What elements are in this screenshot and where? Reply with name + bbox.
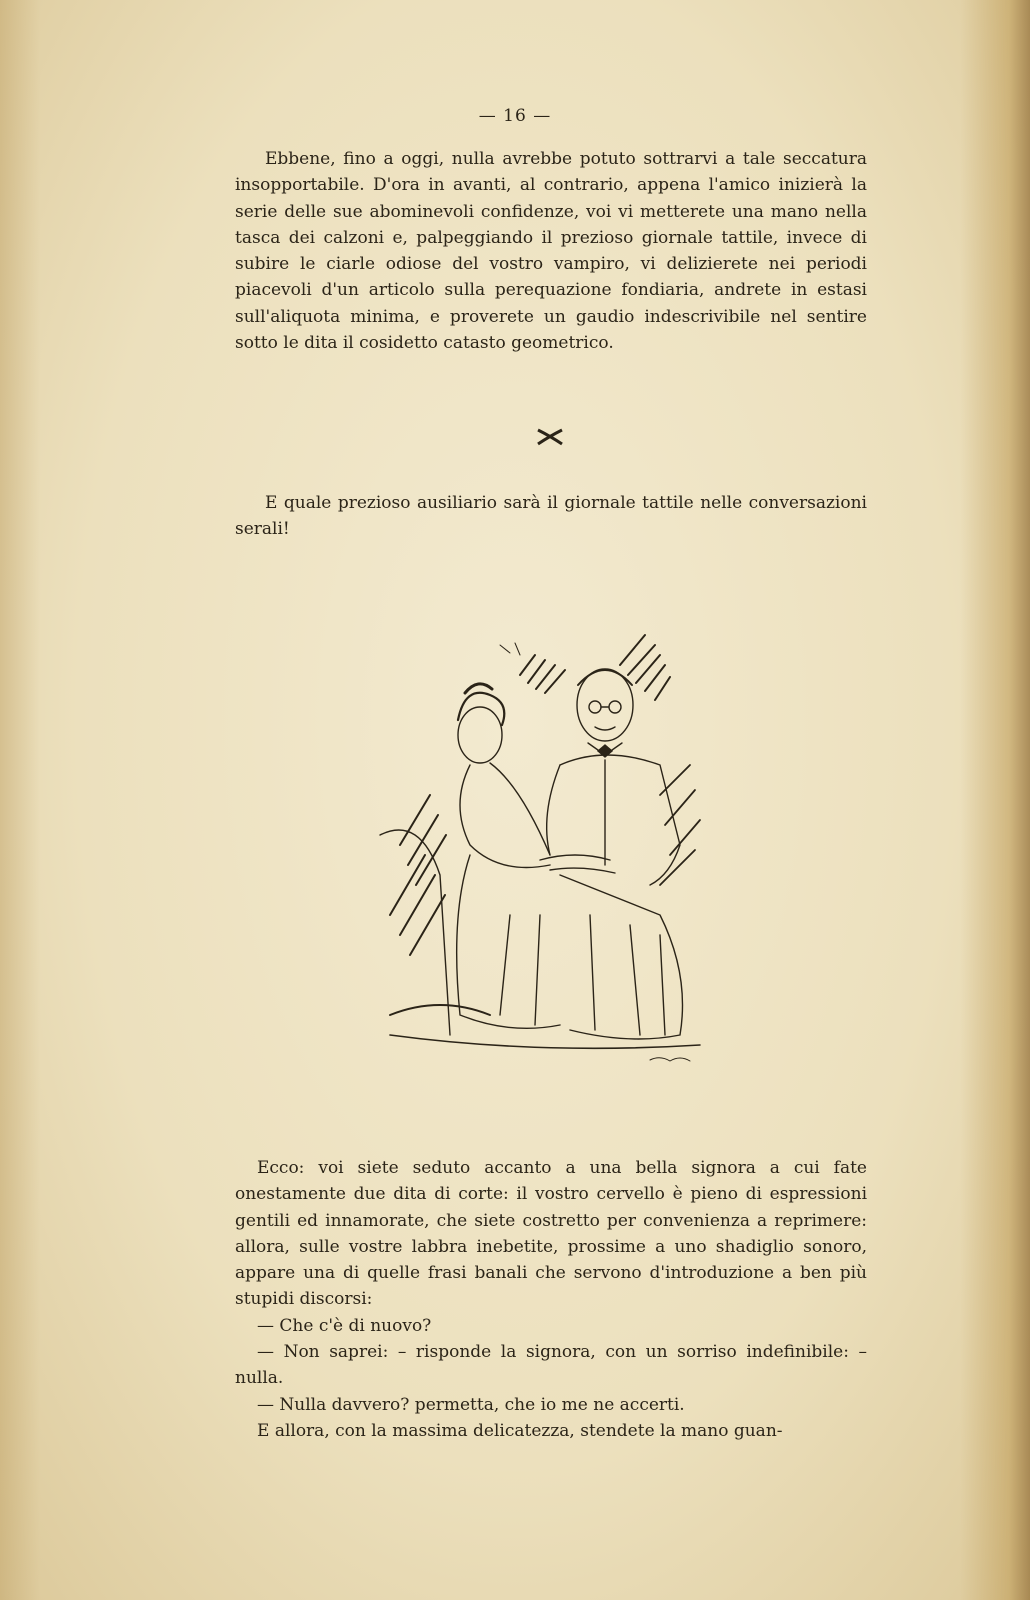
- dialogue-line-1: — Che c'è di nuovo?: [257, 1315, 432, 1336]
- page-shadow-left: [0, 0, 40, 1600]
- separator-cross: [535, 426, 565, 448]
- paragraph-1: Ebbene, fino a oggi, nulla avrebbe potuto sottrarvi a tale seccatura insopportabile. D'ora in avanti, al contrario, appena l'amico inizierà la serie delle sue abominevoli confidenze, voi vi metterete una mano nella tasca dei calzoni e, palpeggiando il prezioso giornale tattile, invece di subire le ciarle odiose del vostro vampiro, vi delizierete nei periodi piacevoli d'un articolo sulla perequazione fondiaria, andrete in estasi sull'aliquota minima, e proverete un gaudio indescrivibile nel sentire sotto le dita il cosidetto catasto geometrico.: [235, 149, 867, 354]
- paragraph-2-block: [235, 490, 867, 543]
- conversation-block: [235, 1155, 867, 1444]
- dialogue-line-3: — Nulla davvero? permetta, che io me ne accerti.: [257, 1394, 685, 1415]
- page-number: — 16 —: [478, 106, 552, 126]
- paragraph-2: E quale prezioso ausiliario sarà il giornale tattile nelle conversazioni serali!: [235, 493, 867, 540]
- dialogue-line-2: — Non saprei: – risponde la signora, con un sorriso indefinibile: – nulla.: [235, 1342, 867, 1389]
- paragraph-1-block: [235, 146, 867, 356]
- illustration-couple: [360, 615, 730, 1085]
- paragraph-3: Ecco: voi siete seduto accanto a una bella signora a cui fate onestamente due dita di corte: il vostro cervello è pieno di espressioni gentili ed innamorate, che siete costretto per convenienza a reprimere: allora, sulle vostre labbra inebetite, prossime a uno shadiglio sonoro, appare una di quelle frasi banali che servono d'introduzione a ben più stupidi discorsi:: [235, 1158, 867, 1310]
- page-shadow-right: [960, 0, 1030, 1600]
- paragraph-4: E allora, con la massima delicatezza, stendete la mano guan-: [257, 1420, 783, 1441]
